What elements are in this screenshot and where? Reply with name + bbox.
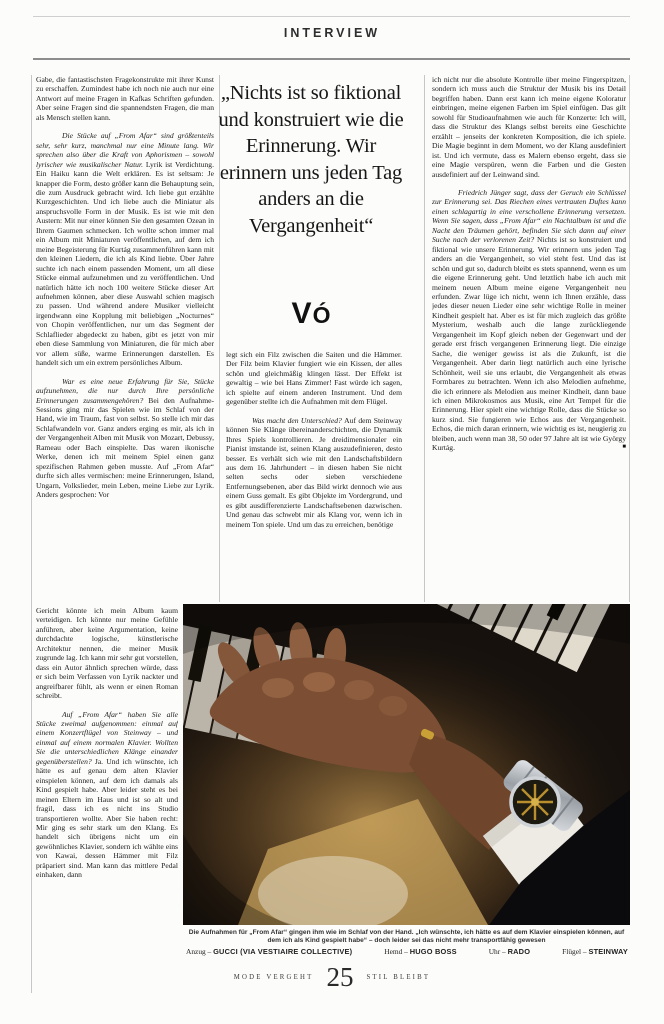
monogram-letter-v: V <box>291 297 313 330</box>
footer-motto-left: MODE VERGEHT <box>233 974 314 981</box>
page-footer <box>0 964 664 991</box>
credit-item: Flügel – STEINWAY <box>562 947 628 956</box>
credit-item: Uhr – RADO <box>488 947 531 956</box>
masthead-rule <box>33 58 630 60</box>
column-rule-left <box>31 75 32 993</box>
article-column-1-lower: Gericht könnte ich mein Album kaum verteidigen. Ich könnte nur meine Gefühle anführen, aber keine Argumentation, keine durchdachte logische, künstlerische Architektur nennen, die meiner Musik zugrunde lag. Ich kann mir sehr gut vorstellen, dass ein Autor ähnlich sprechen würde, dass er sich beim Verfassen von Lyrik nackter und angreifbarer fühlt, als wenn er einen Roman schreibt. Auf „From Afar“ haben Sie alle Stücke zweimal aufgenommen: einmal auf einem Konzertflügel von Steinway – und einmal auf einem normalen Klavier. Wollten Sie die unterschiedlichen Klänge einander gegenüberstellen? Ja. Und ich wünschte, ich hätte es auf genau dem alten Klavier einspielen können, auf dem ich damals als Kind gespielt habe. Aber leider steht es bei meinen Eltern im Haus und ist so alt und fragil, dass ich es nicht ins Studio transportieren wollte. Aber Sie haben recht: Mir ging es sehr stark um den Klang. Es handelt sich übrigens nicht um ein gewöhnliches Klavier, sondern ich wählte eins von Kawai, dessen Hämmer mit Filz präpariert sind. Man kann das mittlere Pedal einhaken, dann <box>36 606 178 880</box>
credit-item: Anzug – GUCCI (VIA VESTIAIRE COLLECTIVE) <box>186 947 353 956</box>
article-column-1-upper: Gabe, die fantastischsten Fragekonstrukte mit ihrer Kunst zu erschaffen. Zumindest habe ich noch nie auch nur eine Antwort auf meine Fragen in Kafkas Schriften gefunden. Aber seine Fragen sind die spannendsten Fragen, die man als Mensch stellen kann. Die Stücke auf „From Afar“ sind größtenteils sehr, sehr kurz, manchmal nur eine Minute lang. Wir sprechen also über die Kraft von Aphorismen – sowohl lyrischer wie musikalischer Natur. Lyrik ist Verdichtung. Ein Haiku kann die Welt erklären. Es ist seltsam: Je knapper die Form, desto größer kann die Behauptung sein, die zum Ausdruck gebracht wird. Ich liebe gut erzählte Kurzgeschichten. Und ich liebe auch die Miniatur als anspruchsvolle Form in der Musik. Es ist wie mit den Austern: Mit nur einer können Sie den gesamten Ozean in Ihrem Gaumen schmecken. Ich wollte schon immer mal ein Album mit Miniaturen veröffentlichen, auf dem ich meine Begeisterung für Kurtág zusammenführen kann mit den kleinen Liedern, die ich als Kind liebte. Über Jahre suchte ich nach einem passenden Moment, um all diese Stücke einmal aufzunehmen und zu veröffentlichen. Und natürlich hätte ich noch 100 weitere Stücke dieser Art aufnehmen können, aber diese Auswahl schien magisch zu passen. Und während andere Musiker vielleicht irgendwann eine Kopplung mit beliebigen „Nocturnes“ von Chopin veröffentlichen, nur um das Segment der Schlaflieder abgedeckt zu haben, gibt es jetzt von mir eben diese Sammlung von Miniaturen, die für mich aber vor allem süße, warme Erinnerungen darstellen. Es handelt sich um ein extrem persönliches Album. War es eine neue Erfahrung für Sie, Stücke aufzunehmen, die nur durch Ihre persönliche Erinnerungen zusammengehören? Bei den Aufnahme-Sessions ging mir das Spielen wie im Schlaf von der Hand, wie im Traum, fast von selbst. So stelle ich mir das Schlafwandeln vor. Ganz anders erging es mir, als ich in der Vergangenheit Alben mit Musik von Mozart, Debussy, Rameau oder Bach einspielte. Das waren ikonische Werke, denen ich mit meinem Spiel einen ganz spezifischen Rahmen geben musste. Auf „From Afar“ durfte sich alles vermischen: meine Erinnerungen, Island, Ungarn, Volkslieder, mein Leben, meine Liebe zur Lyrik. Anders gesprochen: Vor <box>36 75 214 500</box>
article-column-3: ich nicht nur die absolute Kontrolle über meine Fingerspitzen, sondern ich muss auch die Struktur der Musik bis ins Detail begriffen haben. Dann erst kann ich meine eigene Koloratur einbringen, meine eigenen Farben im Spiel einfügen. Das gilt sowohl für Studioaufnahmen wie auch für Konzerte: Ich will, dass die Struktur des Klangs selbst bereits eine Geschichte erzählt – jenseits der konkreten Komposition, die ich spiele. Die Magie beginnt in dem Moment, wo der Klang ausdefiniert ist. Und ich vermute, dass es Malern ebenso ergeht, dass sie eine Magie verspüren, wenn die Farben und die Gesten ausdefiniert auf der Leinwand sind. Friedrich Jünger sagt, dass der Geruch ein Schlüssel zur Erinnerung sei. Das Riechen eines vertrauten Duftes kann einen schlagartig in eine verschollene Erinnerung versetzen. Wenn Sie sagen, dass „From Afar“ ein Nachtalbum ist und die Nacht den Träumen gehört, befinden Sie sich dann auf einer Suche nach der verlorenen Zeit? Nichts ist so konstruiert und fiktional wie unsere Erinnerung. Wir erinnern uns jeden Tag anders an die Vergangenheit, so viel steht fest. Und das ist schön und gut so, dadurch bleibt es stets spannend, wenn es um die eigene Erinnerung geht. Und letztlich habe ich auch mit meinem neuen Album meine eigene Vergangenheit neu erfunden. Zwar lüge ich nicht, wenn ich Ihnen erzähle, dass jedes dieser neuen Lieder eine sehr wichtige Rolle in meiner Kindheit gespielt hat. Aber es ist für mich zugleich das größte Mysterium, weshalb auch die lange zurückliegende Vergangenheit im Kopf gleich neben der Gegenwart und der gerade erst frisch vergangenen Erinnerung liegt. Die einzige Sache, die weniger gewiss ist als die Zukunft, ist die Vergangenheit. Aber darin liegt natürlich auch eine lyrische Schönheit, weil sie uns erlaubt, die Vergangenheit als etwas Formbares zu betrachten. Wenn ich also Melodien aufnehme, die ich erinnere als Melodien aus meiner Kindheit, dann baue ich einen Mikrokosmos aus Musik, eine Art Tempel für die Erinnerung. Hier spielt eine wichtige Rolle, dass die Stücke so kurz sind. Sie fungieren wie Echos aus der Vergangenheit. Echos, die mich daran erinnern, wie wichtig es ist, neugierig zu bleiben, auch wenn man 38, 50 oder 97 Jahre alt ist wie György Kurtág. ■ <box>432 75 626 453</box>
photo-caption: Die Aufnahmen für „From Afar“ gingen ihm wie im Schlaf von der Hand. „Ich wünschte, ich hätte es auf dem Klavier einspielen können, auf dem ich als Kind gespielt habe“ – doch leider sei das nicht mehr transportfähig gewesen <box>188 929 625 944</box>
fashion-credits <box>186 947 628 956</box>
piano-hand-photo-illustration <box>183 604 630 925</box>
vo-monogram-logo <box>214 297 408 331</box>
column-rule-mid-right <box>424 75 425 602</box>
top-hairline <box>33 16 630 17</box>
page-title: INTERVIEW <box>283 26 381 40</box>
column-rule-right <box>629 75 630 602</box>
page-number: 25 <box>326 962 354 992</box>
pull-quote: „Nichts ist so fiktional und konstruiert wie die Erinnerung. Wir erinnern uns jeden Tag anders an die Vergangenheit“ <box>218 82 404 237</box>
credit-item: Hemd – HUGO BOSS <box>384 947 457 956</box>
footer-motto-right: STIL BLEIBT <box>366 974 431 981</box>
monogram-letter-o: Ó <box>312 302 331 328</box>
article-column-2: legt sich ein Filz zwischen die Saiten und die Hämmer. Der Filz beim Klavier fungiert wie ein Kissen, der alles schön und gleichmäßig klingen lässt. Der Effekt ist gewaltig – wie bei Hans Zimmer! Fast würde ich sagen, ich spielte auf einem anderen Instrument. Und dem gegenüber stellte ich die Aufnahmen mit dem Flügel. Was macht den Unterschied? Auf dem Steinway können Sie Klänge übereinanderschichten, die Dynamik Ihres Spiels kontrollieren. Je dreidimensionaler ein Pianist imstande ist, seinen Klang auszudefinieren, desto besser. Es verhält sich wie mit den Landschaftsbildern aus dem 16. Jahrhundert – in diesen haben Sie nicht selten sechs oder sieben verschiedene Entfernungsebenen, aber das Bild wirkt dennoch wie aus einem Guss gemalt. Es gibt Objekte im Vordergrund, und es gibt ausdifferenzierte Landschaftsebenen dazwischen. Und genau das schwebt mir als Klang vor, wenn ich in meinem Ton spiele. Und um das zu erreichen, benötige <box>226 350 402 529</box>
piano-hand-photo <box>183 604 630 925</box>
